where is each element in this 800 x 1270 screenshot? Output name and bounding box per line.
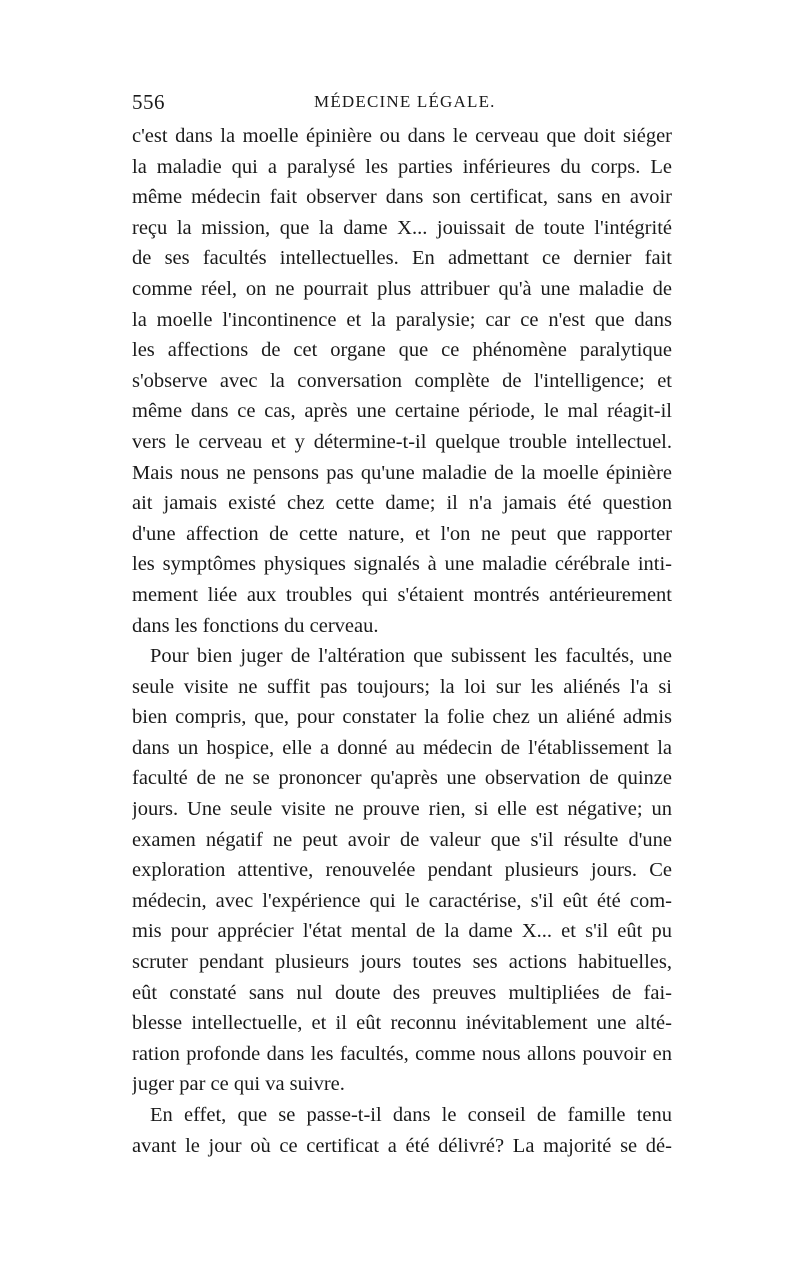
- text-line: s'observe avec la conversation complète de l'intelligence; et: [132, 369, 672, 392]
- text-line: reçu la mission, que la dame X... jouissait de toute l'intégrité: [132, 216, 672, 239]
- text-line: même dans ce cas, après une certaine période, le mal réagit-il: [132, 400, 672, 423]
- text-line: ait jamais existé chez cette dame; il n'a jamais été question: [132, 492, 672, 515]
- text-line: eût constaté sans nul doute des preuves multipliées de fai-: [132, 981, 672, 1004]
- paragraph-start-line: En effet, que se passe-t-il dans le conseil de famille tenu: [150, 1104, 672, 1126]
- text-line: blesse intellectuelle, et il eût reconnu inévitablement une alté-: [132, 1012, 672, 1035]
- text-line: seule visite ne suffit pas toujours; la loi sur les aliénés l'a si: [132, 675, 672, 698]
- text-line: c'est dans la moelle épinière ou dans le cerveau que doit siéger: [132, 125, 672, 147]
- text-line: examen négatif ne peut avoir de valeur que s'il résulte d'une: [132, 828, 672, 851]
- text-line: mis pour apprécier l'état mental de la dame X... et s'il eût pu: [132, 920, 672, 943]
- text-line: la maladie qui a paralysé les parties inférieures du corps. Le: [132, 155, 672, 178]
- paragraph-end-line: juger par ce qui va suivre.: [132, 1073, 345, 1096]
- text-line: bien compris, que, pour constater la folie chez un aliéné admis: [132, 706, 672, 729]
- text-line: Mais nous ne pensons pas qu'une maladie de la moelle épinière: [132, 461, 672, 484]
- text-line: ration profonde dans les facultés, comme nous allons pouvoir en: [132, 1042, 672, 1065]
- text-line: exploration attentive, renouvelée pendant plusieurs jours. Ce: [132, 859, 672, 882]
- text-line: les symptômes physiques signalés à une maladie cérébrale inti-: [132, 553, 672, 576]
- text-line: jours. Une seule visite ne prouve rien, si elle est négative; un: [132, 798, 672, 821]
- body-text: [132, 121, 672, 1161]
- running-title: MÉDECINE LÉGALE.: [314, 92, 496, 111]
- text-line: même médecin fait observer dans son certificat, sans en avoir: [132, 186, 672, 209]
- text-line: mement liée aux troubles qui s'étaient montrés antérieurement: [132, 583, 672, 606]
- text-line: d'une affection de cette nature, et l'on ne peut que rapporter: [132, 522, 672, 545]
- text-line: la moelle l'incontinence et la paralysie; car ce n'est que dans: [132, 308, 672, 331]
- page-header: [132, 90, 672, 120]
- paragraph-end-line: dans les fonctions du cerveau.: [132, 614, 379, 637]
- text-line: comme réel, on ne pourrait plus attribuer qu'à une maladie de: [132, 277, 672, 300]
- text-line: de ses facultés intellectuelles. En admettant ce dernier fait: [132, 247, 672, 270]
- text-line: dans un hospice, elle a donné au médecin de l'établissement la: [132, 736, 672, 759]
- page-number: 556: [132, 90, 165, 114]
- paragraph-start-line: Pour bien juger de l'altération que subissent les facultés, une: [150, 645, 672, 668]
- text-line: faculté de ne se prononcer qu'après une observation de quinze: [132, 767, 672, 790]
- text-line: scruter pendant plusieurs jours toutes ses actions habituelles,: [132, 951, 672, 974]
- text-line: avant le jour où ce certificat a été délivré? La majorité se dé-: [132, 1134, 672, 1157]
- text-line: médecin, avec l'expérience qui le caractérise, s'il eût été com-: [132, 889, 672, 912]
- text-line: vers le cerveau et y détermine-t-il quelque trouble intellectuel.: [132, 430, 672, 453]
- text-line: les affections de cet organe que ce phénomène paralytique: [132, 339, 672, 362]
